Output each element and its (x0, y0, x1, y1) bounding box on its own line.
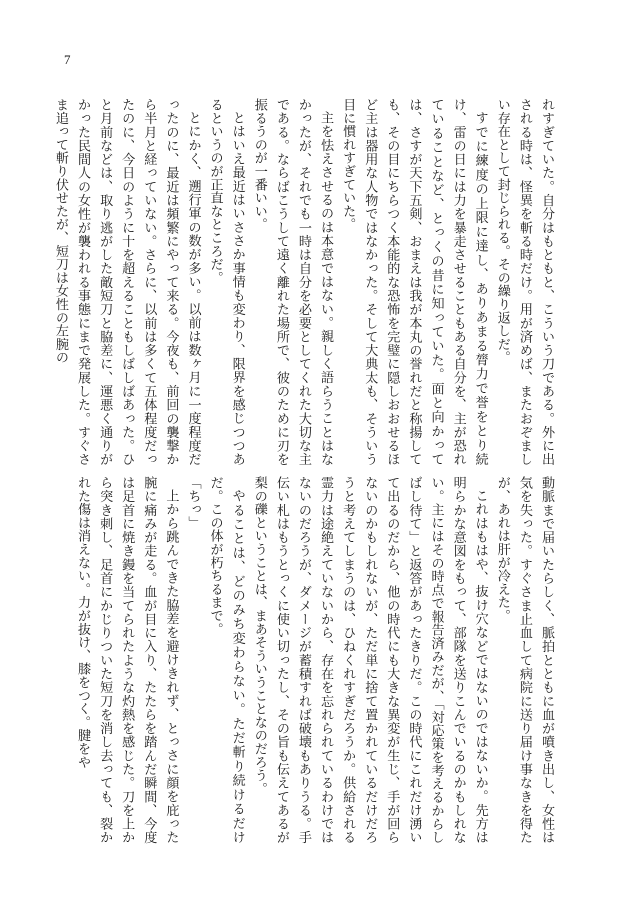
paragraph: 主を怯えさせるのは本意ではない。親しく語らうことはなかったが、それでも一時は自分を必要としてくれた大切な主である。ならばこうして遠く離れた場所で、彼のために刃を振るうのが一番いい。 (251, 98, 334, 466)
dialogue-line: 「ちっ」 (185, 476, 201, 530)
text-block-lower (74, 476, 557, 844)
text-block-upper (52, 98, 557, 466)
paragraph: すでに練度の上限に達し、ありあまる膂力で誉をとり続け、雷の日には力を暴走させることもある自分を、主が恐れていることなど、とっくの昔に知っていた。面と向かっては、さすが天下五剣、おまえは我が本丸の誉れだと称揚しても、その目にちらつく本能的な恐怖を完璧に隠しおおせるほど主は器用な人物ではなかった。そして大典太も、そういう目に慣れすぎていた。 (340, 98, 488, 466)
paragraph: れすぎていた。自分はもともと、こういう刀である。外に出される時は、怪異を斬る時だけ。用が済めば、またおぞましい存在として封じられる。その繰り返しだ。 (494, 98, 554, 466)
paragraph: 上から跳んできた脇差を避けきれず、とっさに顔を庇った腕に痛みが走る。血が目に入り、たたらを踏んだ瞬間、今度は足首に焼き鏝を当てられたような灼熱を感じた。刀を上から突き刺し、足首にかじりついた短刀を消し去っても、裂かれた傷は消えない。力が抜け、膝をつく。腱をや (75, 476, 179, 844)
paragraph: 動脈まで届いたらしく、脈拍とともに血が噴き出し、女性は気を失った。すぐさま止血して病院に送り届け事なきを得たが、あれは肝が冷えた。 (494, 476, 554, 844)
paragraph: とはいえ最近はいささか事情も変わり、限界を感じつつあるというのが正直なところだ。 (207, 98, 245, 466)
paragraph: やることは、どのみち変わらない。ただ斬り続けるだけだ。この体が朽ちるまで。 (207, 476, 245, 844)
paragraph: とにかく、遡行軍の数が多い。以前は数ヶ月に一度程度だったのに、最近は頻繁にやって来る。今夜も、前回の襲撃から半月と経っていない。さらに、以前は多くて五体程度だったのに、今日のように十を超えることもしばしばあった。ひと月前などは、取り逃がした敵短刀と脇差に、運悪く通りがかった民間人の女性が襲われる事態にまで発展した。すぐさま追って斬り伏せたが、短刀は女性の左腕の (52, 98, 201, 466)
page-number: 7 (64, 52, 71, 67)
paragraph: これはもはや、抜け穴などではないのではないか。先方は明らかな意図をもって、部隊を送りこんでいるのかもしれない。主にはその時点で報告済みだが、「対応策を考えるからしばし待て」と返答があったきりだ。この時代にこれだけ湧いて出るのだから、他の時代にも大きな異変が生じ、手が回らないのかもしれないが、ただ単に捨て置かれているだけだろうと考えてしまうのは、ひねくれすぎだろうか。供給される霊力は途絶えていないから、存在を忘れられているわけではないのだろうが、ダメージが蓄積すれば破壊もありうる。手伝い札はもうとっくに使い切ったし、その旨も伝えてあるが梨の礫ということは、まあそういうことなのだろう。 (251, 476, 488, 844)
